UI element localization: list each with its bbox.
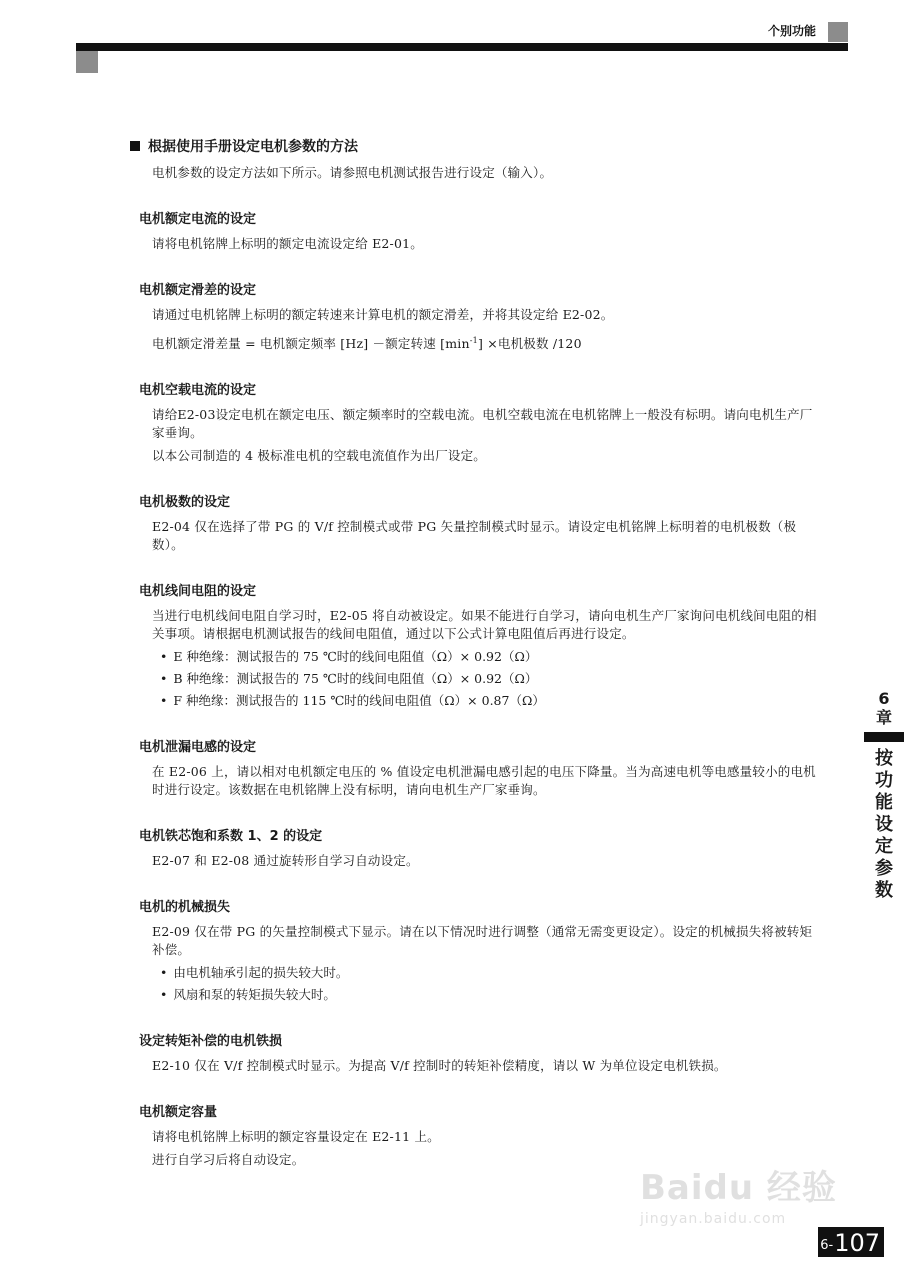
section-paragraph: 请通过电机铭牌上标明的额定转速来计算电机的额定滑差，并将其设定给 E2-02。 [152, 307, 614, 322]
chapter-title-char: 参 [875, 858, 893, 879]
formula-suffix: ] ×电机极数 /120 [477, 336, 582, 352]
list-item [160, 670, 830, 688]
bullet-dot-icon: • [160, 693, 168, 709]
section-heading: 电机空载电流的设定 [139, 383, 257, 399]
section-paragraph: E2-10 仅在 V/f 控制模式时显示。为提高 V/f 控制时的转矩补偿精度，请以 W 为单位设定电机铁损。 [152, 1058, 727, 1074]
section-paragraph: E2-04 仅在选择了带 PG 的 V/f 控制模式或带 PG 矢量控制模式时显示。请设定电机铭牌上标明着的电机极数（极数）。 [152, 519, 797, 553]
main-heading [130, 136, 830, 156]
section-heading: 设定转矩补偿的电机铁损 [139, 1034, 283, 1050]
chapter-title-char: 数 [875, 880, 893, 901]
section-heading: 电机额定滑差的设定 [139, 283, 257, 298]
square-bullet-icon [130, 141, 140, 151]
main-heading-text: 根据使用手册设定电机参数的方法 [148, 139, 358, 155]
bullet-dot-icon: • [160, 671, 168, 687]
formula-prefix: 电机额定滑差量 = 电机额定频率 [Hz] －额定转速 [min [152, 336, 470, 352]
section-label: 个别功能 [767, 24, 816, 38]
list-item-text: 由电机轴承引起的损失较大时。 [173, 965, 349, 981]
chapter-title-char: 功 [875, 770, 893, 791]
bullet-dot-icon: • [160, 649, 168, 665]
list-item-text: E 种绝缘：测试报告的 75 ℃时的线间电阻值（Ω）× 0.92（Ω） [173, 649, 538, 665]
section-paragraph: 以本公司制造的 4 极标准电机的空载电流值作为出厂设定。 [152, 448, 487, 464]
section-heading: 电机极数的设定 [139, 495, 231, 511]
list-item-text: B 种绝缘：测试报告的 75 ℃时的线间电阻值（Ω）× 0.92（Ω） [173, 671, 538, 687]
intro-paragraph: 电机参数的设定方法如下所示。请参照电机测试报告进行设定（输入）。 [152, 165, 553, 180]
page-number [818, 1227, 884, 1257]
section-heading: 电机铁芯饱和系数 1、2 的设定 [139, 829, 323, 845]
section-paragraph: 当进行电机线间电阻自学习时，E2-05 将自动被设定。如果不能进行自学习，请向电机生产厂家询问电机线间电阻的相关事项。请根据电机测试报告的线间电阻值，通过以下公式计算电阻值后再进行设定。 [152, 608, 817, 642]
list-item-text: F 种绝缘：测试报告的 115 ℃时的线间电阻值（Ω）× 0.87（Ω） [173, 693, 545, 709]
chapter-title-char: 能 [875, 792, 893, 813]
watermark-logo-text: Baidu 经验 [640, 1168, 837, 1208]
page-number-main: 107 [834, 1229, 880, 1257]
list-item [160, 986, 830, 1004]
watermark-url: jingyan.baidu.com [640, 1211, 787, 1227]
section-paragraph: 进行自学习后将自动设定。 [152, 1152, 305, 1168]
section-heading: 电机线间电阻的设定 [139, 584, 257, 600]
section-paragraph: 请给E2-03设定电机在额定电压、额定频率时的空载电流。电机空载电流在电机铭牌上一般没有标明。请向电机生产厂家垂询。 [152, 407, 813, 441]
section-heading: 电机的机械损失 [139, 900, 231, 916]
page-content [130, 136, 830, 1174]
chapter-tab-bar [864, 732, 904, 742]
bullet-dot-icon: • [160, 965, 168, 981]
chapter-side-tab [864, 690, 904, 902]
list-item [160, 964, 830, 982]
chapter-title-char: 设 [875, 814, 893, 835]
slip-formula [152, 332, 818, 353]
section-paragraph: E2-07 和 E2-08 通过旋转形自学习自动设定。 [152, 853, 419, 869]
section-paragraph: 请将电机铭牌上标明的额定容量设定在 E2-11 上。 [152, 1129, 440, 1145]
section-heading: 电机泄漏电感的设定 [139, 740, 257, 756]
header-rule [76, 43, 848, 51]
page-number-prefix: 6- [820, 1238, 834, 1253]
section-paragraph: 在 E2-06 上，请以相对电机额定电压的 % 值设定电机泄漏电感引起的电压下降量。当为高速电机等电感量较小的电机时进行设定。该数据在电机铭牌上没有标明，请向电机生产厂家垂询。 [152, 764, 816, 798]
chapter-title-char: 按 [875, 748, 893, 769]
section-heading: 电机额定电流的设定 [139, 212, 257, 227]
list-item-text: 风扇和泵的转矩损失较大时。 [173, 987, 336, 1003]
section-heading: 电机额定容量 [139, 1105, 218, 1121]
bullet-dot-icon: • [160, 987, 168, 1003]
section-paragraph: 请将电机铭牌上标明的额定电流设定给 E2-01。 [152, 236, 423, 251]
header-gray-square [828, 22, 848, 42]
chapter-char: 章 [875, 708, 892, 727]
list-item [160, 648, 830, 666]
formula-superscript: -1 [469, 336, 478, 345]
chapter-title-char: 定 [875, 836, 893, 857]
list-item [160, 692, 830, 710]
header-left-square [76, 51, 98, 73]
section-paragraph: E2-09 仅在带 PG 的矢量控制模式下显示。请在以下情况时进行调整（通常无需变更设定）。设定的机械损失将被转矩补偿。 [152, 924, 813, 958]
chapter-number: 6 [878, 689, 890, 708]
